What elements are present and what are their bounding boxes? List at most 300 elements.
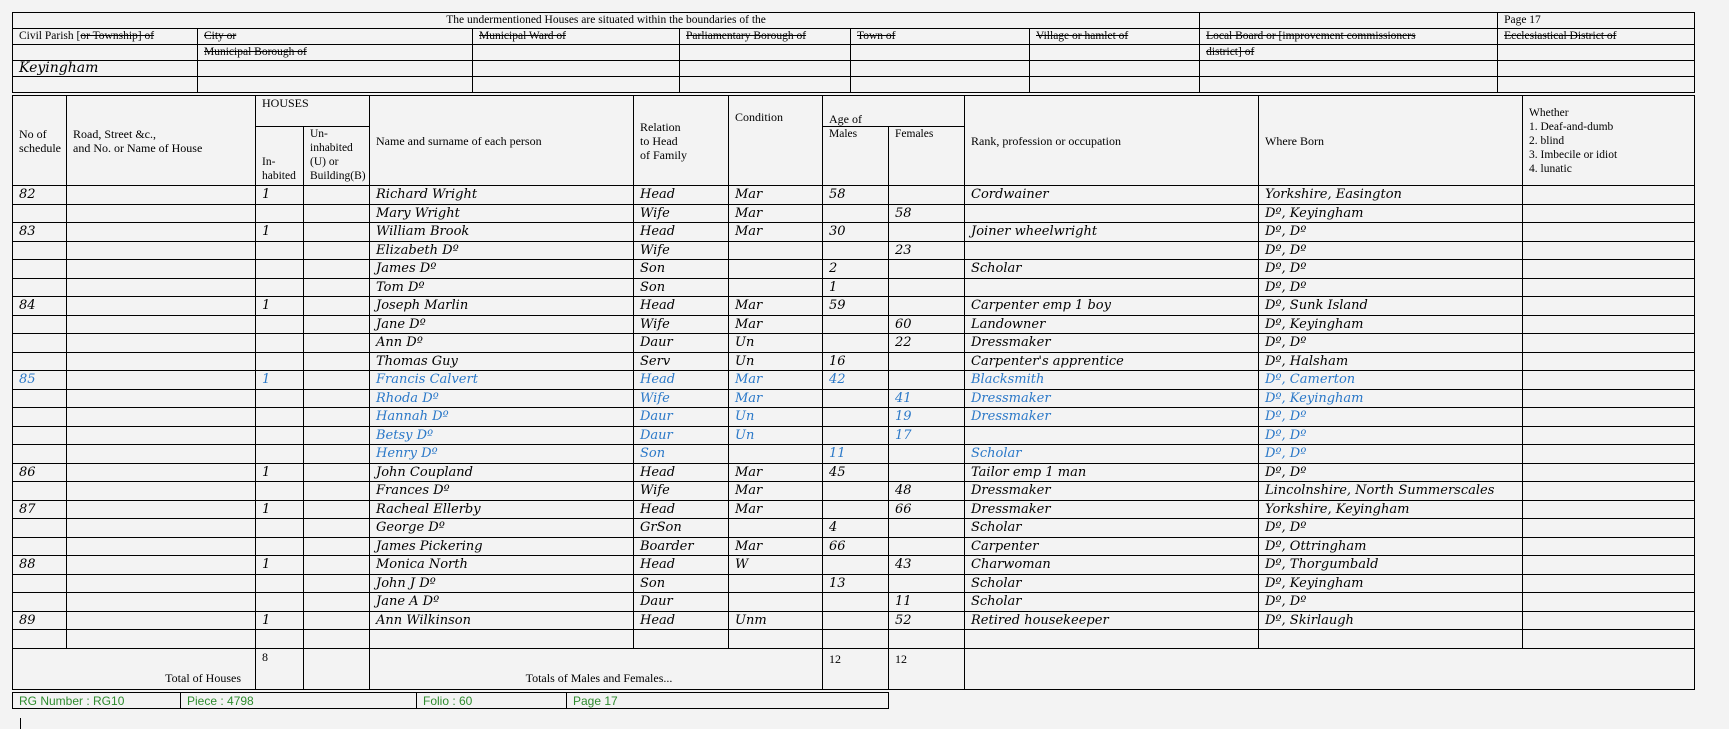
- table-row: [13, 574, 1695, 593]
- name-cell: Thomas Guy: [370, 352, 634, 371]
- infirmity-cell: [1523, 519, 1695, 538]
- uninhabited-column-header: Un- inhabited (U) or Building(B): [304, 127, 370, 186]
- schedule-cell: [13, 445, 67, 464]
- schedule-cell: [13, 408, 67, 427]
- name-cell: William Brook: [370, 223, 634, 242]
- uninhabited-cell: [304, 630, 370, 649]
- table-row: [13, 519, 1695, 538]
- female-age-cell: 58: [889, 204, 965, 223]
- occupation-cell: Dressmaker: [965, 389, 1259, 408]
- female-age-cell: 43: [889, 556, 965, 575]
- male-age-cell: [823, 556, 889, 575]
- where-born-cell: Dº, Ottringham: [1259, 537, 1523, 556]
- condition-cell: W: [729, 556, 823, 575]
- occupation-cell: Carpenter: [965, 537, 1259, 556]
- name-cell: James Pickering: [370, 537, 634, 556]
- male-age-cell: 16: [823, 352, 889, 371]
- female-age-cell: [889, 186, 965, 205]
- uninhabited-cell: [304, 371, 370, 390]
- condition-cell: Mar: [729, 537, 823, 556]
- relation-cell: GrSon: [634, 519, 729, 538]
- inhabited-cell: 1: [256, 463, 304, 482]
- where-born-cell: Dº, Dº: [1259, 408, 1523, 427]
- local-board-heading-line2: district] of: [1200, 45, 1498, 61]
- infirmity-cell: [1523, 426, 1695, 445]
- where-born-cell: Dº, Dº: [1259, 463, 1523, 482]
- male-age-cell: [823, 630, 889, 649]
- male-age-cell: 59: [823, 297, 889, 316]
- condition-cell: [729, 630, 823, 649]
- uninhabited-cell: [304, 574, 370, 593]
- female-age-cell: [889, 463, 965, 482]
- male-age-cell: 30: [823, 223, 889, 242]
- uninhabited-cell: [304, 426, 370, 445]
- infirmity-cell: [1523, 371, 1695, 390]
- condition-cell: Un: [729, 426, 823, 445]
- female-age-cell: 66: [889, 500, 965, 519]
- relation-cell: Son: [634, 445, 729, 464]
- name-cell: George Dº: [370, 519, 634, 538]
- infirmity-column-header: Whether 1. Deaf-and-dumb 2. blind 3. Imbecile or idiot 4. lunatic: [1523, 96, 1695, 186]
- relation-cell: Daur: [634, 408, 729, 427]
- schedule-cell: [13, 426, 67, 445]
- male-age-cell: 42: [823, 371, 889, 390]
- name-cell: Frances Dº: [370, 482, 634, 501]
- page-edge-mark: [20, 718, 21, 729]
- where-born-cell: Dº, Dº: [1259, 593, 1523, 612]
- name-cell: Francis Calvert: [370, 371, 634, 390]
- occupation-cell: Dressmaker: [965, 482, 1259, 501]
- female-age-cell: [889, 574, 965, 593]
- inhabited-cell: [256, 482, 304, 501]
- occupation-cell: Carpenter's apprentice: [965, 352, 1259, 371]
- uninhabited-cell: [304, 352, 370, 371]
- male-age-cell: [823, 204, 889, 223]
- female-age-cell: 48: [889, 482, 965, 501]
- inhabited-cell: [256, 241, 304, 260]
- condition-cell: Mar: [729, 223, 823, 242]
- uninhabited-cell: [304, 611, 370, 630]
- female-age-cell: 17: [889, 426, 965, 445]
- inhabited-cell: [256, 278, 304, 297]
- condition-cell: [729, 519, 823, 538]
- condition-cell: Mar: [729, 371, 823, 390]
- infirmity-cell: [1523, 593, 1695, 612]
- road-cell: [67, 297, 256, 316]
- road-cell: [67, 445, 256, 464]
- relation-cell: Head: [634, 463, 729, 482]
- infirmity-cell: [1523, 611, 1695, 630]
- relation-cell: Daur: [634, 334, 729, 353]
- inhabited-cell: [256, 445, 304, 464]
- condition-cell: [729, 593, 823, 612]
- schedule-cell: [13, 389, 67, 408]
- inhabited-cell: [256, 334, 304, 353]
- table-row: [13, 315, 1695, 334]
- total-houses-value: 8: [256, 648, 304, 689]
- road-cell: [67, 389, 256, 408]
- ward-heading: Municipal Ward of: [473, 29, 680, 45]
- condition-cell: [729, 445, 823, 464]
- name-cell: Richard Wright: [370, 186, 634, 205]
- table-row: [13, 223, 1695, 242]
- schedule-cell: 86: [13, 463, 67, 482]
- road-cell: [67, 278, 256, 297]
- relation-cell: Head: [634, 500, 729, 519]
- table-row: [13, 334, 1695, 353]
- male-age-cell: [823, 426, 889, 445]
- road-cell: [67, 574, 256, 593]
- where-born-cell: Dº, Dº: [1259, 519, 1523, 538]
- schedule-cell: 87: [13, 500, 67, 519]
- occupation-cell: Scholar: [965, 445, 1259, 464]
- schedule-cell: [13, 482, 67, 501]
- table-row: [13, 537, 1695, 556]
- occupation-cell: [965, 241, 1259, 260]
- male-age-cell: 2: [823, 260, 889, 279]
- uninhabited-cell: [304, 408, 370, 427]
- condition-cell: Mar: [729, 297, 823, 316]
- name-cell: Monica North: [370, 556, 634, 575]
- admin-header: [12, 12, 1695, 93]
- where-born-cell: Dº, Dº: [1259, 426, 1523, 445]
- total-persons-label: Totals of Males and Females...: [370, 648, 823, 689]
- name-column-header: Name and surname of each person: [370, 96, 634, 186]
- reference-page: Page 17: [567, 693, 889, 709]
- relation-cell: Serv: [634, 352, 729, 371]
- schedule-cell: [13, 260, 67, 279]
- city-heading-line2: Municipal Borough of: [198, 45, 473, 61]
- condition-cell: Unm: [729, 611, 823, 630]
- inhabited-cell: [256, 519, 304, 538]
- uninhabited-cell: [304, 186, 370, 205]
- relation-cell: [634, 630, 729, 649]
- condition-cell: Mar: [729, 315, 823, 334]
- infirmity-cell: [1523, 223, 1695, 242]
- male-age-cell: 1: [823, 278, 889, 297]
- uninhabited-cell: [304, 463, 370, 482]
- occupation-cell: Cordwainer: [965, 186, 1259, 205]
- occupation-cell: Scholar: [965, 519, 1259, 538]
- road-cell: [67, 204, 256, 223]
- reference-footer: [12, 692, 889, 709]
- condition-column-header: Condition: [729, 96, 823, 186]
- where-born-cell: Dº, Sunk Island: [1259, 297, 1523, 316]
- female-age-cell: 22: [889, 334, 965, 353]
- relation-cell: Wife: [634, 204, 729, 223]
- name-cell: Mary Wright: [370, 204, 634, 223]
- inhabited-column-header: In- habited: [256, 127, 304, 186]
- table-row: [13, 482, 1695, 501]
- female-age-cell: 41: [889, 389, 965, 408]
- occupation-cell: Scholar: [965, 574, 1259, 593]
- road-cell: [67, 593, 256, 612]
- village-heading: Village or hamlet of: [1030, 29, 1200, 45]
- occupation-cell: Retired housekeeper: [965, 611, 1259, 630]
- infirmity-cell: [1523, 204, 1695, 223]
- table-row: [13, 371, 1695, 390]
- infirmity-cell: [1523, 482, 1695, 501]
- uninhabited-cell: [304, 241, 370, 260]
- name-cell: Henry Dº: [370, 445, 634, 464]
- road-cell: [67, 334, 256, 353]
- schedule-cell: 84: [13, 297, 67, 316]
- total-houses-label: Total of Houses: [13, 648, 256, 689]
- inhabited-cell: 1: [256, 611, 304, 630]
- where-born-cell: Dº, Keyingham: [1259, 315, 1523, 334]
- occupation-cell: Scholar: [965, 593, 1259, 612]
- female-age-cell: [889, 278, 965, 297]
- schedule-cell: 88: [13, 556, 67, 575]
- table-row: [13, 297, 1695, 316]
- occupation-cell: Dressmaker: [965, 334, 1259, 353]
- occupation-cell: Charwoman: [965, 556, 1259, 575]
- road-cell: [67, 463, 256, 482]
- table-row: [13, 241, 1695, 260]
- female-age-cell: 11: [889, 593, 965, 612]
- infirmity-cell: [1523, 260, 1695, 279]
- table-row: [13, 408, 1695, 427]
- where-born-cell: Dº, Dº: [1259, 260, 1523, 279]
- male-age-cell: [823, 500, 889, 519]
- infirmity-cell: [1523, 556, 1695, 575]
- houses-column-header: HOUSES: [256, 96, 370, 127]
- parish-value: Keyingham: [13, 61, 198, 77]
- schedule-cell: [13, 630, 67, 649]
- parliamentary-heading: Parliamentary Borough of: [680, 29, 851, 45]
- infirmity-cell: [1523, 186, 1695, 205]
- male-age-cell: 4: [823, 519, 889, 538]
- road-cell: [67, 223, 256, 242]
- local-board-heading: Local Board or [improvement commissioners: [1200, 29, 1498, 45]
- occupation-cell: [965, 278, 1259, 297]
- male-age-cell: 13: [823, 574, 889, 593]
- relation-cell: Wife: [634, 482, 729, 501]
- males-column-header: Males: [823, 127, 889, 186]
- where-born-cell: Dº, Dº: [1259, 445, 1523, 464]
- where-born-cell: Yorkshire, Easington: [1259, 186, 1523, 205]
- male-age-cell: 58: [823, 186, 889, 205]
- schedule-cell: [13, 204, 67, 223]
- occupation-cell: Dressmaker: [965, 500, 1259, 519]
- road-cell: [67, 408, 256, 427]
- condition-cell: [729, 574, 823, 593]
- boundaries-banner: The undermentioned Houses are situated within the boundaries of the: [13, 13, 1200, 29]
- infirmity-cell: [1523, 574, 1695, 593]
- condition-cell: Un: [729, 352, 823, 371]
- inhabited-cell: 1: [256, 371, 304, 390]
- name-cell: James Dº: [370, 260, 634, 279]
- where-born-cell: Dº, Dº: [1259, 278, 1523, 297]
- rg-number: RG Number : RG10: [13, 693, 181, 709]
- name-cell: Elizabeth Dº: [370, 241, 634, 260]
- table-row: [13, 426, 1695, 445]
- condition-cell: Mar: [729, 482, 823, 501]
- condition-cell: Mar: [729, 204, 823, 223]
- name-cell: Joseph Marlin: [370, 297, 634, 316]
- inhabited-cell: [256, 574, 304, 593]
- name-cell: Ann Wilkinson: [370, 611, 634, 630]
- name-cell: John J Dº: [370, 574, 634, 593]
- ecclesiastical-heading: Ecclesiastical District of: [1498, 29, 1695, 45]
- name-cell: John Coupland: [370, 463, 634, 482]
- table-row: [13, 278, 1695, 297]
- piece-number: Piece : 4798: [181, 693, 417, 709]
- where-born-column-header: Where Born: [1259, 96, 1523, 186]
- name-cell: Jane A Dº: [370, 593, 634, 612]
- inhabited-cell: [256, 537, 304, 556]
- females-column-header: Females: [889, 127, 965, 186]
- infirmity-cell: [1523, 297, 1695, 316]
- schedule-cell: 83: [13, 223, 67, 242]
- inhabited-cell: 1: [256, 556, 304, 575]
- schedule-cell: [13, 315, 67, 334]
- uninhabited-cell: [304, 297, 370, 316]
- schedule-cell: 89: [13, 611, 67, 630]
- infirmity-cell: [1523, 445, 1695, 464]
- inhabited-cell: [256, 204, 304, 223]
- male-age-cell: [823, 482, 889, 501]
- table-row: [13, 352, 1695, 371]
- road-cell: [67, 352, 256, 371]
- census-body: [13, 186, 1695, 649]
- schedule-cell: 85: [13, 371, 67, 390]
- occupation-cell: [965, 426, 1259, 445]
- infirmity-cell: [1523, 500, 1695, 519]
- banner-blank: [1200, 13, 1498, 29]
- schedule-cell: [13, 334, 67, 353]
- uninhabited-cell: [304, 260, 370, 279]
- uninhabited-cell: [304, 204, 370, 223]
- female-age-cell: 23: [889, 241, 965, 260]
- total-females-value: 12: [889, 648, 965, 689]
- schedule-cell: [13, 574, 67, 593]
- inhabited-cell: [256, 260, 304, 279]
- occupation-cell: Blacksmith: [965, 371, 1259, 390]
- infirmity-cell: [1523, 630, 1695, 649]
- female-age-cell: 19: [889, 408, 965, 427]
- total-males-value: 12: [823, 648, 889, 689]
- where-born-cell: Dº, Thorgumbald: [1259, 556, 1523, 575]
- male-age-cell: [823, 315, 889, 334]
- road-column-header: Road, Street &c., and No. or Name of House: [67, 96, 256, 186]
- condition-cell: Mar: [729, 500, 823, 519]
- relation-cell: Head: [634, 223, 729, 242]
- infirmity-cell: [1523, 334, 1695, 353]
- road-cell: [67, 315, 256, 334]
- uninhabited-cell: [304, 389, 370, 408]
- schedule-cell: [13, 537, 67, 556]
- road-cell: [67, 371, 256, 390]
- civil-parish-heading: Civil Parish [or Township] of: [13, 29, 198, 45]
- road-cell: [67, 611, 256, 630]
- male-age-cell: [823, 593, 889, 612]
- female-age-cell: [889, 630, 965, 649]
- table-row: [13, 556, 1695, 575]
- table-row: [13, 389, 1695, 408]
- occupation-cell: Joiner wheelwright: [965, 223, 1259, 242]
- female-age-cell: 60: [889, 315, 965, 334]
- occupation-cell: [965, 204, 1259, 223]
- uninhabited-cell: [304, 482, 370, 501]
- male-age-cell: 45: [823, 463, 889, 482]
- name-cell: Rhoda Dº: [370, 389, 634, 408]
- census-table: [12, 95, 1695, 690]
- inhabited-cell: 1: [256, 186, 304, 205]
- female-age-cell: [889, 445, 965, 464]
- road-cell: [67, 537, 256, 556]
- male-age-cell: 66: [823, 537, 889, 556]
- occupation-cell: Landowner: [965, 315, 1259, 334]
- table-row: [13, 463, 1695, 482]
- inhabited-cell: [256, 630, 304, 649]
- schedule-cell: [13, 352, 67, 371]
- relation-cell: Head: [634, 556, 729, 575]
- schedule-cell: [13, 519, 67, 538]
- infirmity-cell: [1523, 463, 1695, 482]
- occupation-column-header: Rank, profession or occupation: [965, 96, 1259, 186]
- road-cell: [67, 426, 256, 445]
- relation-cell: Head: [634, 186, 729, 205]
- infirmity-cell: [1523, 315, 1695, 334]
- occupation-cell: [965, 630, 1259, 649]
- relation-cell: Daur: [634, 593, 729, 612]
- schedule-cell: [13, 278, 67, 297]
- age-column-header: Age of: [823, 96, 965, 127]
- city-heading: City or: [198, 29, 473, 45]
- condition-cell: [729, 260, 823, 279]
- relation-cell: Wife: [634, 315, 729, 334]
- relation-cell: Son: [634, 574, 729, 593]
- uninhabited-cell: [304, 556, 370, 575]
- where-born-cell: Yorkshire, Keyingham: [1259, 500, 1523, 519]
- road-cell: [67, 630, 256, 649]
- where-born-cell: Dº, Dº: [1259, 334, 1523, 353]
- where-born-cell: Dº, Camerton: [1259, 371, 1523, 390]
- relation-cell: Son: [634, 260, 729, 279]
- relation-cell: Boarder: [634, 537, 729, 556]
- uninhabited-cell: [304, 537, 370, 556]
- uninhabited-cell: [304, 519, 370, 538]
- folio-number: Folio : 60: [417, 693, 567, 709]
- inhabited-cell: 1: [256, 223, 304, 242]
- condition-cell: [729, 278, 823, 297]
- inhabited-cell: [256, 408, 304, 427]
- where-born-cell: Dº, Skirlaugh: [1259, 611, 1523, 630]
- where-born-cell: Dº, Dº: [1259, 223, 1523, 242]
- uninhabited-cell: [304, 223, 370, 242]
- condition-cell: Mar: [729, 186, 823, 205]
- occupation-cell: Tailor emp 1 man: [965, 463, 1259, 482]
- table-row: [13, 611, 1695, 630]
- road-cell: [67, 500, 256, 519]
- relation-cell: Head: [634, 371, 729, 390]
- uninhabited-cell: [304, 445, 370, 464]
- male-age-cell: 11: [823, 445, 889, 464]
- inhabited-cell: 1: [256, 500, 304, 519]
- name-cell: Ann Dº: [370, 334, 634, 353]
- table-row: [13, 593, 1695, 612]
- schedule-column-header: No of schedule: [13, 96, 67, 186]
- relation-cell: Wife: [634, 389, 729, 408]
- where-born-cell: Dº, Keyingham: [1259, 389, 1523, 408]
- name-cell: Betsy Dº: [370, 426, 634, 445]
- page-label: Page 17: [1498, 13, 1695, 29]
- schedule-cell: [13, 241, 67, 260]
- table-row: [13, 186, 1695, 205]
- occupation-cell: Carpenter emp 1 boy: [965, 297, 1259, 316]
- town-heading: Town of: [851, 29, 1030, 45]
